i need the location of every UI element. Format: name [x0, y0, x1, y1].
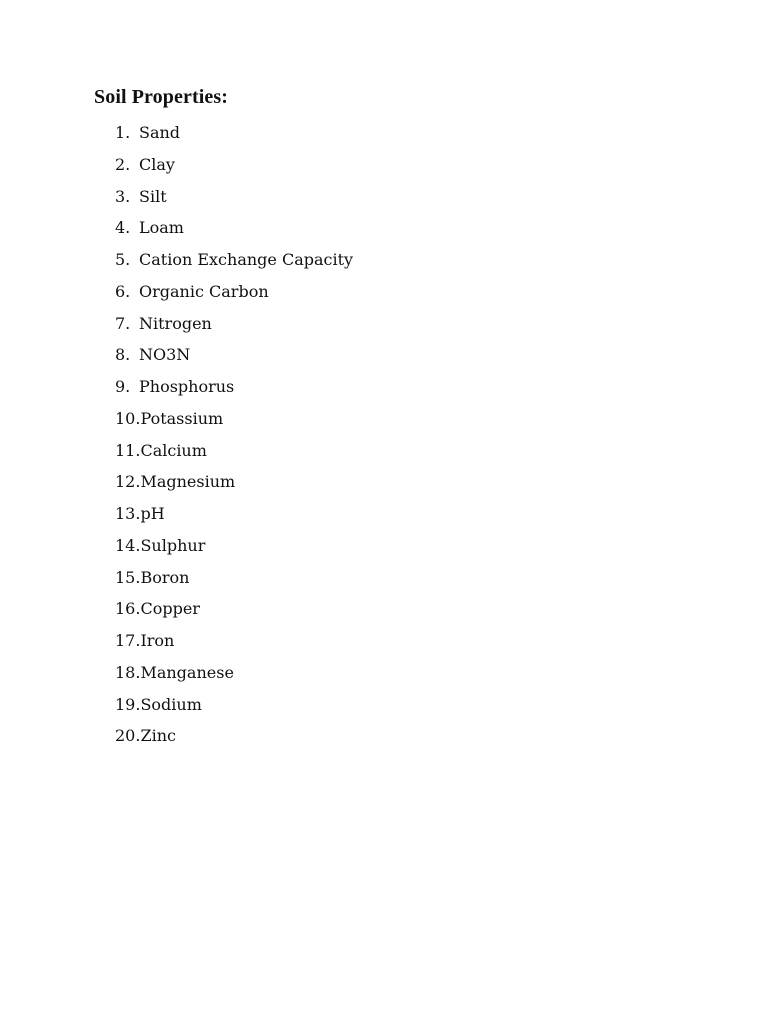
list-item-number: 4.	[115, 218, 131, 238]
list-item	[115, 691, 353, 723]
list-item	[115, 405, 353, 437]
list-item-label: Sand	[139, 123, 181, 142]
list-item-number: 11.	[115, 440, 141, 460]
list-item-number: 5.	[115, 250, 131, 269]
list-item-label: Iron	[140, 631, 175, 650]
list-item-number: 9.	[115, 377, 131, 396]
list-item	[115, 373, 353, 405]
list-item	[115, 722, 353, 754]
list-item-number: 7.	[115, 313, 131, 333]
list-item-label: Boron	[140, 567, 190, 587]
list-item	[115, 119, 353, 151]
list-item-label: Copper	[140, 599, 200, 619]
list-item-number: 15.	[115, 567, 141, 587]
list-item-label: Organic Carbon	[139, 281, 269, 301]
list-item-number: 18.	[115, 662, 141, 682]
list-item	[115, 595, 353, 627]
list-item-number: 6.	[115, 281, 131, 301]
list-item-label: NO3N	[139, 345, 191, 365]
list-item-number: 12.	[115, 472, 141, 492]
list-item-label: Silt	[139, 186, 167, 206]
list-item	[115, 278, 353, 310]
list-item-number: 19.	[115, 694, 141, 714]
list-item-label: Nitrogen	[139, 313, 212, 333]
list-item	[115, 468, 353, 500]
page-title: Soil Properties:	[94, 86, 228, 108]
list-item-label: Manganese	[140, 662, 234, 682]
list-item	[115, 246, 353, 278]
soil-properties-list	[115, 119, 353, 754]
list-item-number: 3.	[115, 186, 131, 206]
list-item-label: Calcium	[140, 440, 207, 460]
list-item-number: 10.	[115, 408, 141, 428]
list-item-label: Sodium	[140, 694, 202, 714]
list-item-label: Magnesium	[140, 472, 236, 492]
list-item-number: 2.	[115, 154, 131, 174]
list-item-number: 13.	[115, 504, 141, 523]
list-item	[115, 437, 353, 469]
list-item-number: 16.	[115, 599, 141, 619]
list-item	[115, 564, 353, 596]
list-item	[115, 151, 353, 183]
list-item	[115, 214, 353, 246]
list-item-label: Potassium	[140, 408, 224, 428]
list-item	[115, 659, 353, 691]
list-item-label: Zinc	[140, 726, 176, 746]
list-item-label: Cation Exchange Capacity	[139, 250, 354, 269]
list-item-number: 14.	[115, 535, 141, 555]
list-item-number: 20.	[115, 726, 141, 746]
list-item-number: 17.	[115, 631, 141, 650]
list-item	[115, 532, 353, 564]
list-item	[115, 183, 353, 215]
list-item-number: 8.	[115, 345, 131, 365]
list-item-label: Clay	[139, 154, 175, 174]
list-item-label: pH	[140, 504, 165, 523]
list-item-label: Loam	[139, 218, 184, 238]
list-item	[115, 500, 353, 532]
list-item	[115, 627, 353, 659]
list-item-number: 1.	[115, 123, 131, 142]
list-item-label: Sulphur	[140, 535, 206, 555]
list-item	[115, 310, 353, 342]
list-item	[115, 341, 353, 373]
list-item-label: Phosphorus	[139, 377, 235, 396]
